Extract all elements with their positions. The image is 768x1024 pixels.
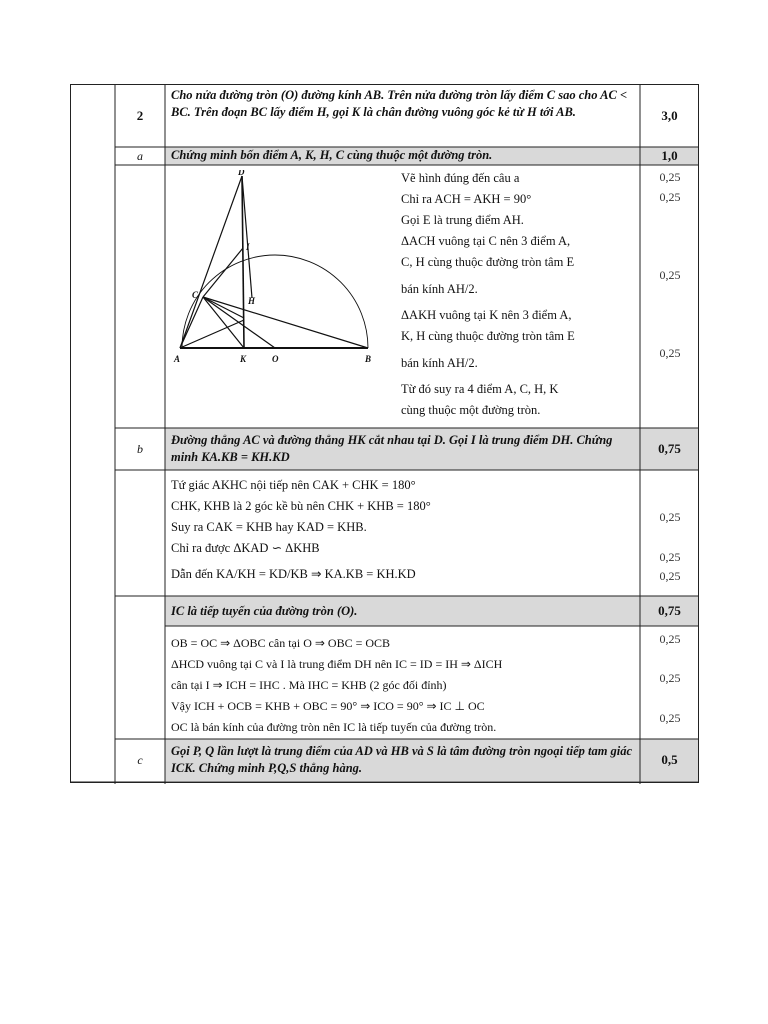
part-a-line: K, H cùng thuộc đường tròn tâm E — [401, 329, 575, 343]
question-points: 3,0 — [661, 107, 678, 123]
part-b-text: Đường thẳng AC và đường thẳng HK cắt nhau tại D. Gọi I là trung điểm DH. Chứng minh KA.KB = KH.KD — [171, 433, 613, 464]
point-O-label: O — [272, 354, 279, 364]
part-a-points: 1,0 — [661, 148, 678, 163]
part-a-score: 0,25 — [659, 268, 681, 282]
part-b-score: 0,25 — [659, 569, 681, 583]
part-a-line: Từ đó suy ra 4 điểm A, C, H, K — [401, 382, 559, 396]
question-number: 2 — [136, 107, 144, 123]
part-a-line: C, H cùng thuộc đường tròn tâm E — [401, 255, 575, 269]
part-c-label: c — [137, 752, 143, 767]
part-ic-score: 0,25 — [659, 711, 681, 725]
part-a-solution — [401, 168, 639, 421]
part-c-text: Gọi P, Q lần lượt là trung điểm của AD và HB và S là tâm đường tròn ngoại tiếp tam giác ICK. Chứng minh P,Q,S thẳng hàng. — [171, 744, 633, 775]
part-b-label: b — [137, 441, 143, 456]
part-b-line: Suy ra CAK = KHB hay KAD = KHB. — [171, 520, 367, 534]
part-a-label: a — [137, 148, 143, 163]
part-a-score: 0,25 — [659, 190, 681, 204]
point-H-label: H — [248, 296, 256, 306]
part-ic-points: 0,75 — [658, 603, 681, 618]
part-b-line: Tứ giác AKHC nội tiếp nên CAK + CHK = 180° — [171, 478, 416, 492]
part-a-line: Gọi E là trung điểm AH. — [401, 213, 524, 227]
part-a-line: bán kính AH/2. — [401, 356, 478, 370]
part-b-score: 0,25 — [659, 510, 681, 524]
point-A-label: A — [174, 354, 181, 364]
part-a-line: bán kính AH/2. — [401, 282, 478, 296]
part-a-line: Chỉ ra ACH = AKH = 90° — [401, 192, 532, 206]
question-text: Cho nửa đường tròn (O) đường kính AB. Trên nửa đường tròn lấy điểm C sao cho AC < BC. Trên đoạn BC lấy điểm H, gọi K là chân đường vuông góc kẻ từ H tới AB. — [171, 88, 628, 119]
geometry-figure — [170, 170, 390, 366]
part-b-line: Chỉ ra được ΔKAD ∽ ΔKHB — [171, 541, 320, 555]
part-ic-line: OC là bán kính của đường tròn nên IC là tiếp tuyến của đường tròn. — [171, 720, 497, 734]
part-b-solution — [165, 471, 640, 593]
point-D-label: D — [238, 170, 245, 177]
point-I-label: I — [246, 242, 250, 252]
part-ic-line: cân tại I ⇒ ICH = IHC . Mà IHC = KHB (2 góc đối đỉnh) — [171, 678, 447, 692]
point-C-label: C — [192, 290, 199, 300]
part-b-line: CHK, KHB là 2 góc kề bù nên CHK + KHB = 180° — [171, 499, 431, 513]
part-ic-score: 0,25 — [659, 671, 681, 685]
point-B-label: B — [365, 354, 372, 364]
part-b-line: Dẫn đến KA/KH = KD/KB ⇒ KA.KB = KH.KD — [171, 567, 416, 581]
point-K-label: K — [240, 354, 247, 364]
part-ic-line: ΔHCD vuông tại C và I là trung điểm DH nên IC = ID = IH ⇒ ΔICH — [171, 657, 503, 671]
part-a-line: cùng thuộc một đường tròn. — [401, 403, 541, 417]
answer-table — [70, 84, 699, 784]
part-ic-solution — [165, 629, 640, 742]
part-c-points: 0,5 — [661, 752, 678, 767]
part-a-line: ΔAKH vuông tại K nên 3 điểm A, — [401, 308, 572, 322]
part-a-line: ΔACH vuông tại C nên 3 điểm A, — [401, 234, 571, 248]
part-ic-line: OB = OC ⇒ ΔOBC cân tại O ⇒ OBC = OCB — [171, 636, 391, 650]
part-ic-score: 0,25 — [659, 632, 681, 646]
part-b-points: 0,75 — [658, 441, 681, 456]
part-ic-text: IC là tiếp tuyến của đường tròn (O). — [171, 604, 358, 618]
part-a-text: Chứng minh bốn điểm A, K, H, C cùng thuộc một đường tròn. — [171, 148, 493, 162]
part-a-line: Vẽ hình đúng đến câu a — [401, 171, 520, 185]
part-a-score: 0,25 — [659, 346, 681, 360]
part-ic-line: Vậy ICH + OCB = KHB + OBC = 90° ⇒ ICO = 90° ⇒ IC ⊥ OC — [171, 699, 485, 713]
part-a-score: 0,25 — [659, 170, 681, 184]
part-b-score: 0,25 — [659, 550, 681, 564]
